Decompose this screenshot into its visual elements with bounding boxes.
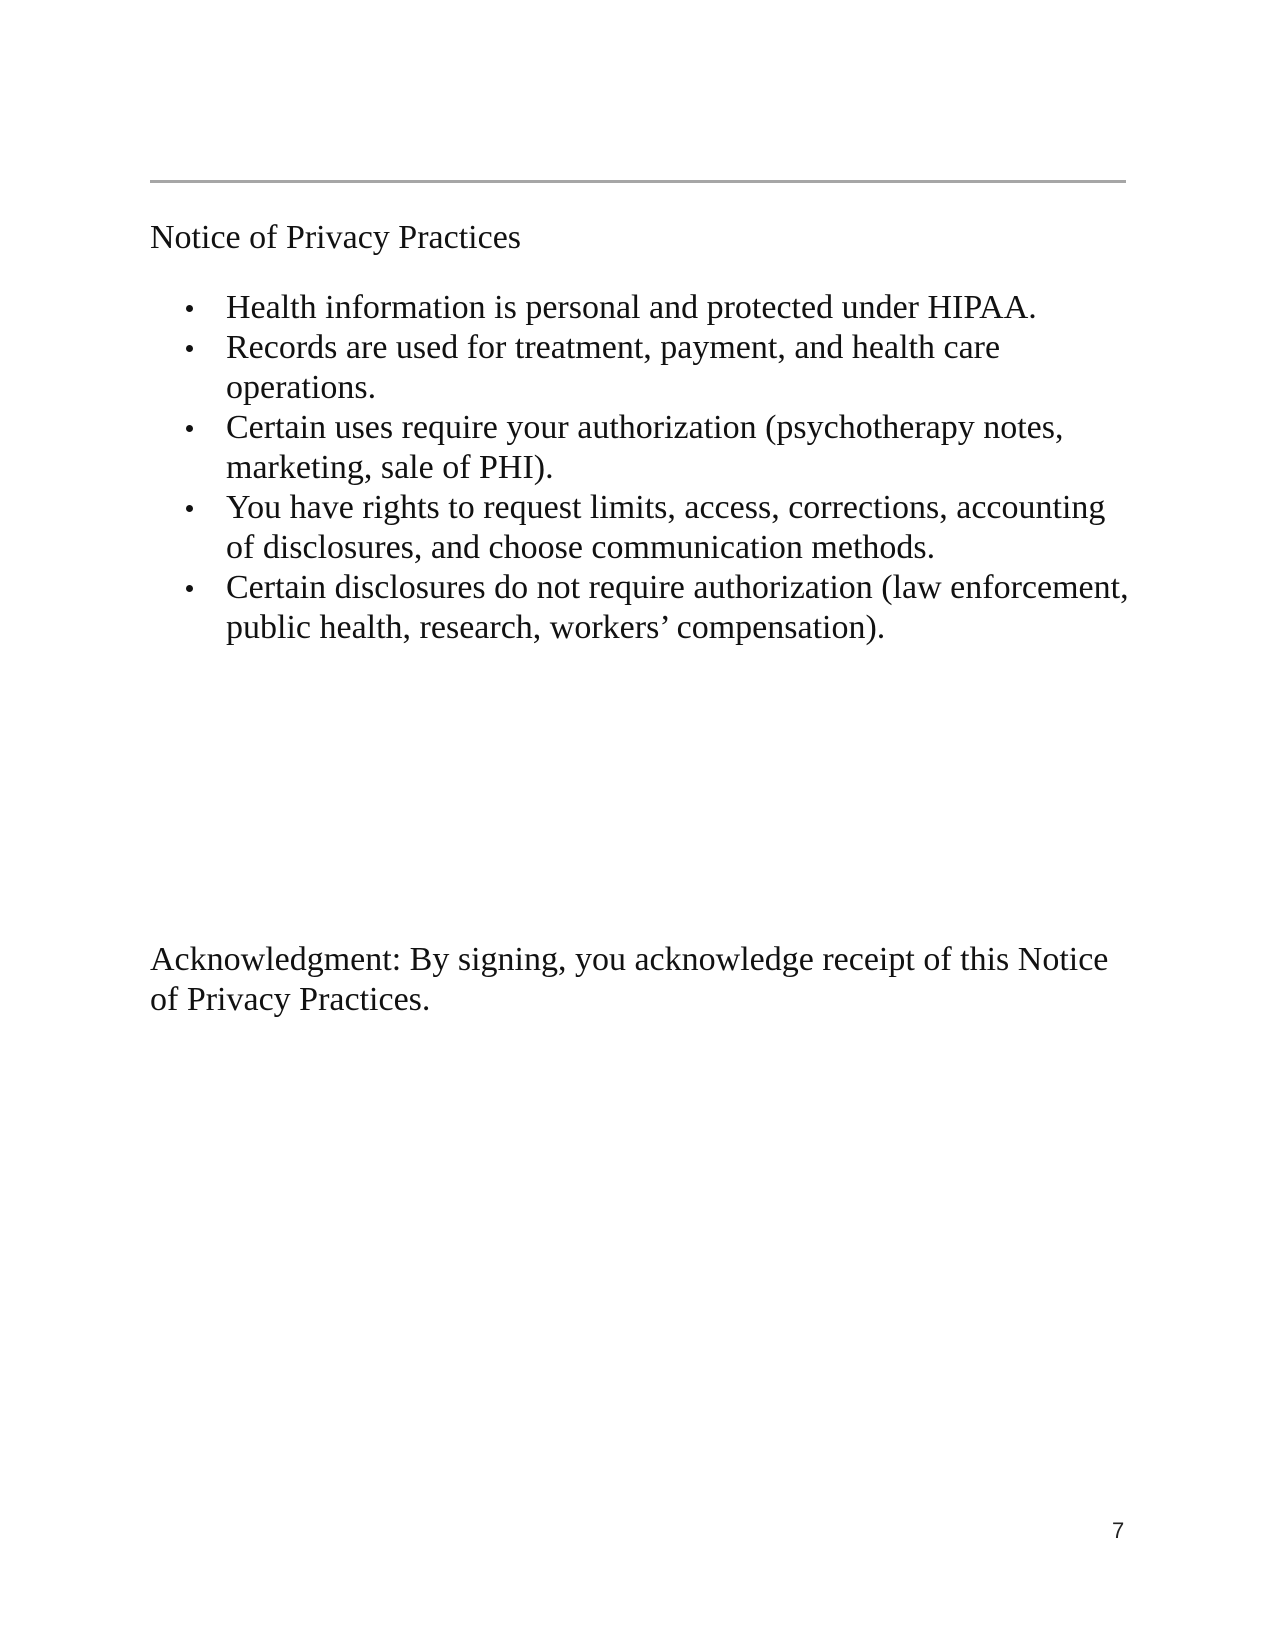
page-number: 7 <box>1112 1518 1125 1543</box>
bullet-dot-icon <box>186 425 193 432</box>
list-item <box>150 488 1130 568</box>
list-item <box>150 408 1130 488</box>
list-item-text: Health information is personal and protected under HIPAA. <box>226 289 1037 326</box>
list-item-text: You have rights to request limits, access, corrections, accounting of disclosures, and choose communication methods. <box>226 489 1106 566</box>
privacy-points-list <box>150 288 1130 648</box>
bullet-dot-icon <box>186 305 193 312</box>
bullet-dot-icon <box>186 505 193 512</box>
list-item-text: Certain uses require your authorization (psychotherapy notes, marketing, sale of PHI). <box>226 409 1064 486</box>
list-item <box>150 288 1130 328</box>
list-item-text: Records are used for treatment, payment, and health care operations. <box>226 329 1001 406</box>
page-title: Notice of Privacy Practices <box>150 219 522 256</box>
list-item <box>150 568 1130 648</box>
list-item <box>150 328 1130 408</box>
list-item-text: Certain disclosures do not require authorization (law enforcement, public health, research, workers’ compensation). <box>226 569 1129 646</box>
bullet-dot-icon <box>186 345 193 352</box>
header-divider <box>150 180 1126 183</box>
bullet-dot-icon <box>186 585 193 592</box>
acknowledgment-text: Acknowledgment: By signing, you acknowledge receipt of this Notice of Privacy Practices. <box>150 941 1109 1018</box>
